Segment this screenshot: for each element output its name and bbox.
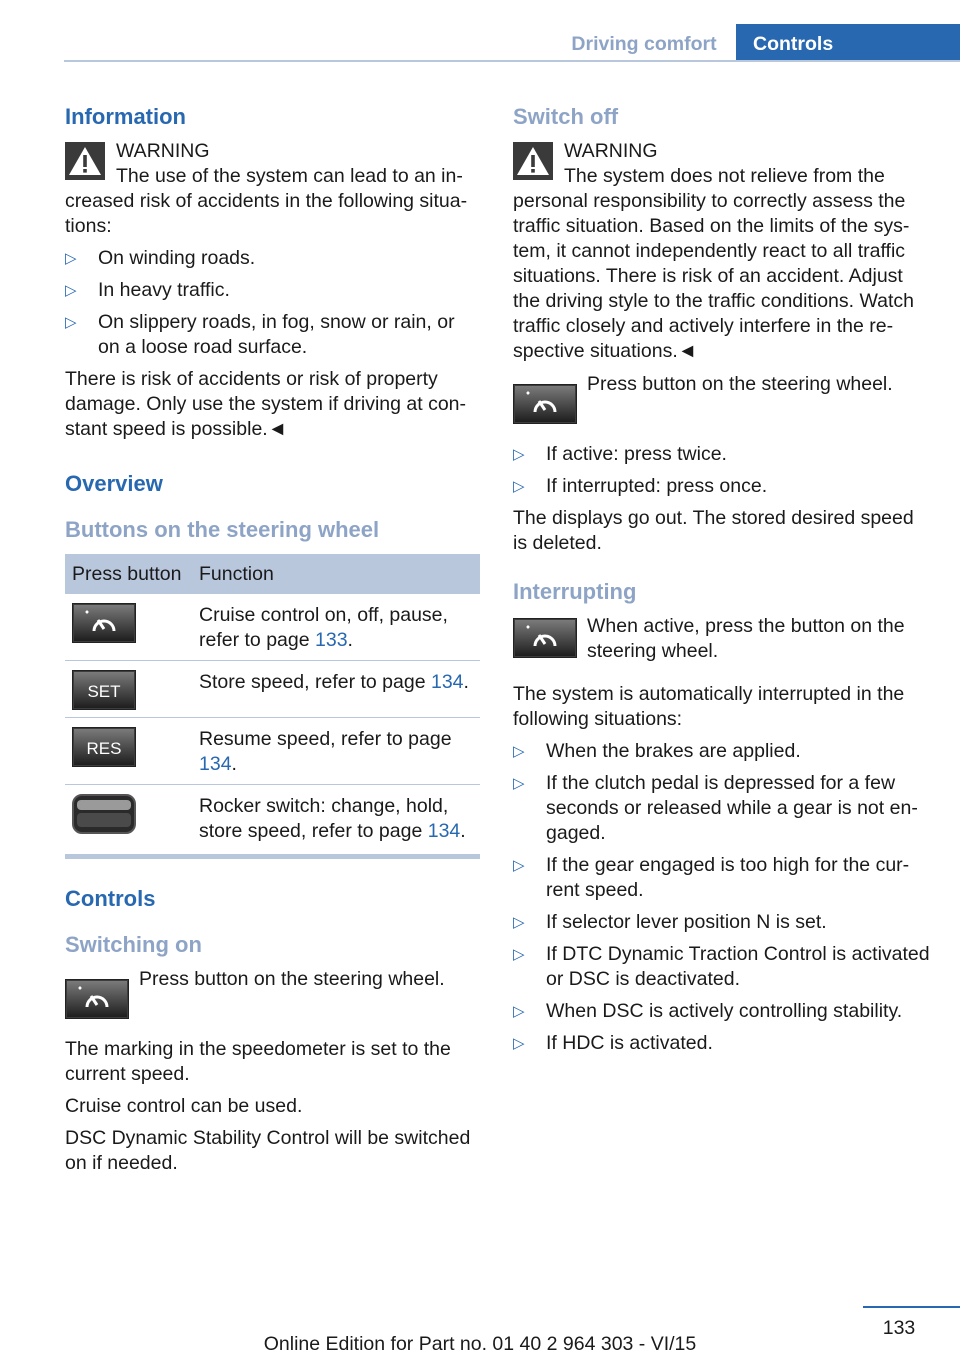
table-cell-icon [65,594,192,661]
auto-list [513,739,931,1056]
switching-on-row [65,967,481,1019]
left-column [65,103,481,1183]
warning-label: WARNING [116,140,210,162]
table-header-function: Function [192,554,480,594]
displays-text: The displays go out. The stored desired speed is deleted. [513,507,914,554]
page-link[interactable]: 134 [430,671,464,693]
rocker-switch-icon [72,794,136,834]
warning-block [65,139,481,239]
table-cell-icon [65,661,192,718]
bullet-icon: ▷ [513,1035,525,1052]
press-text: Press button on the steering wheel. [587,373,893,395]
table-header-press-button: Press button [65,554,192,594]
page-number: 133 [882,1317,916,1339]
bullet-icon: ▷ [65,250,77,267]
table-row [65,785,480,857]
table-cell-function: Cruise control on, off, pause, refer to page 133. [192,594,480,661]
dsc-text: DSC Dynamic Stability Control will be switched on if needed. [65,1127,471,1174]
bullet-icon: ▷ [513,446,525,463]
list-item: ▷ If selector lever position N is set. [513,911,827,933]
press-row [513,372,931,424]
res-button-icon [72,727,136,767]
buttons-heading: Buttons on the steering wheel [65,517,380,542]
bullet-icon: ▷ [513,1003,525,1020]
warning-block [513,139,931,364]
table-cell-icon [65,785,192,857]
list-item: ▷ In heavy traffic. [65,279,230,301]
bullet-icon: ▷ [65,282,77,299]
edition-text: Online Edition for Part no. 01 40 2 964 303 - VI/15 [263,1333,697,1355]
interrupting-text: When active, press the button on the steering wheel. [587,615,905,662]
risk-text: There is risk of accidents or risk of property damage. Only use the system if driving at constant speed is possible.◄ [65,368,467,440]
table-cell-function: Store speed, refer to page 134. [192,661,480,718]
bullet-icon: ▷ [513,857,525,874]
bullet-icon: ▷ [513,478,525,495]
interrupting-row [513,614,931,664]
list-item: ▷ When DSC is actively controlling stability. [513,1000,903,1022]
header-section-driving-comfort[interactable]: Driving comfort [571,33,717,55]
cruise-control-icon [513,384,577,424]
controls-heading: Controls [65,886,156,911]
bullet-icon: ▷ [513,914,525,931]
list-item: ▷ If DTC Dynamic Traction Control is activated or DSC is deactivated. [513,943,930,990]
page-link[interactable]: 134 [199,753,232,775]
table-header-row [65,554,480,594]
footer-rule [863,1306,960,1308]
bullet-icon: ▷ [513,946,525,963]
set-button-icon [72,670,136,710]
list-item: ▷ If active: press twice. [513,443,727,465]
svg-text:RES: RES [86,739,122,758]
usable-text: Cruise control can be used. [65,1095,303,1117]
cruise-control-icon [65,979,129,1019]
cruise-control-icon [513,618,577,658]
switching-on-text: Press button on the steering wheel. [139,968,445,990]
list-item: ▷ On winding roads. [65,247,256,269]
table-cell-icon [65,718,192,785]
warning-label: WARNING [564,140,658,162]
list-item: ▷ If interrupted: press once. [513,475,768,497]
press-list [513,442,931,499]
header-rule [64,60,960,62]
svg-text:SET: SET [87,682,121,701]
table-cell-function: Rocker switch: change, hold, store speed, refer to page 134. [192,785,480,857]
bullet-icon: ▷ [513,775,525,792]
warning-text: The use of the system can lead to an increased risk of accidents in the following situations: [65,165,468,237]
interrupting-heading: Interrupting [513,579,637,604]
auto-text: The system is automatically interrupted in the following situations: [513,683,905,730]
cruise-control-icon [72,603,136,643]
list-item: ▷ If the clutch pedal is depressed for a few seconds or released while a gear is not engaged. [513,772,918,844]
list-item: ▷ If the gear engaged is too high for the current speed. [513,854,910,901]
switching-on-heading: Switching on [65,932,202,957]
right-column [513,103,931,1063]
table-cell-function: Resume speed, refer to page 134. [192,718,480,785]
bullet-icon: ▷ [65,314,77,331]
marking-text: The marking in the speedometer is set to the current speed. [65,1038,451,1085]
switch-off-heading: Switch off [513,104,619,129]
table-row [65,661,480,718]
buttons-table [65,554,480,859]
situations-list [65,246,481,360]
information-heading: Information [65,104,186,129]
table-row [65,594,480,661]
bullet-icon: ▷ [513,743,525,760]
warning-icon [513,142,553,180]
list-item: ▷ When the brakes are applied. [513,740,801,762]
warning-icon [65,142,105,180]
header-section-controls[interactable]: Controls [736,24,960,62]
list-item: ▷ If HDC is activated. [513,1032,713,1054]
warning-text: The system does not relieve from the personal responsibility to correctly assess the traffic situation. Based on the limits of the system, it cannot independently react to all traffic situations. There is risk of an accident. Adjust the driving style to the traffic conditions. Watch traffic closely and actively interfere in the respective situations.◄ [513,165,915,362]
page-link[interactable]: 134 [427,820,461,842]
list-item: ▷ On slippery roads, in fog, snow or rain, or on a loose road surface. [65,311,455,358]
overview-heading: Overview [65,471,163,496]
page-link[interactable]: 133 [315,629,348,651]
table-row [65,718,480,785]
